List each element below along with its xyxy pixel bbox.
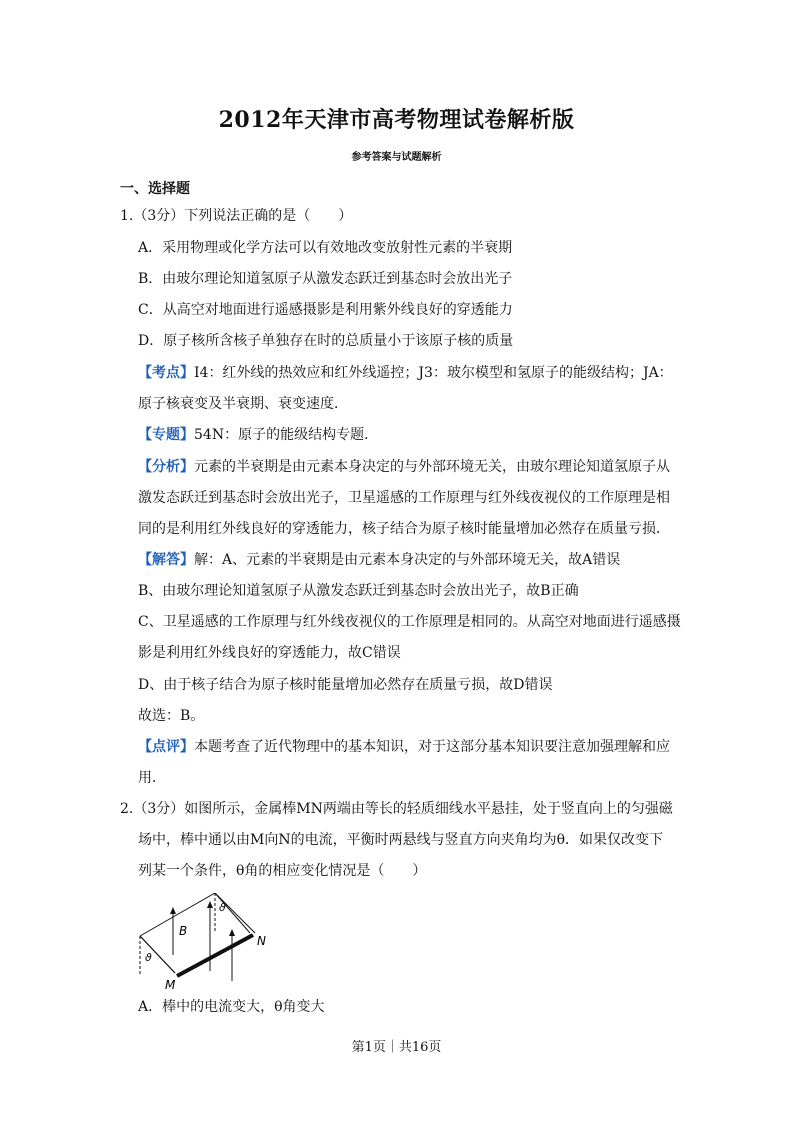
q1-jieda xyxy=(138,551,620,569)
kaodian-tag: 【考点】 xyxy=(138,365,194,381)
page-footer: 第1页｜共16页 xyxy=(351,1040,442,1055)
fenxi-tag: 【分析】 xyxy=(138,459,194,475)
q1-dianping xyxy=(138,738,670,756)
q1-jieda-b: B、由玻尔理论知道氢原子从激发态跃迁到基态时会放出光子，故B正确 xyxy=(138,583,579,599)
angle-label-right: ϑ xyxy=(219,901,226,914)
jieda-tag: 【解答】 xyxy=(138,552,194,568)
jieda-text: 解：A、元素的半衰期是由元素本身决定的与外部环境无关，故A错误 xyxy=(194,552,621,568)
q2-stem: 2.（3分）如图所示，金属棒MN两端由等长的轻质细线水平悬挂，处于竖直向上的匀强磁 xyxy=(120,801,673,817)
q2-stem-cont-1: 场中，棒中通以由M向N的电流，平衡时两悬线与竖直方向夹角均为θ．如果仅改变下 xyxy=(138,832,664,848)
q2-figure xyxy=(135,893,275,993)
q1-option-b: B．由玻尔理论知道氢原子从激发态跃迁到基态时会放出光子 xyxy=(138,271,513,287)
dianping-tag: 【点评】 xyxy=(138,739,194,755)
q1-jieda-c-cont: 影是利用红外线良好的穿透能力，故C错误 xyxy=(138,645,401,661)
page-subtitle: 参考答案与试题解析 xyxy=(351,152,442,163)
q1-fenxi xyxy=(138,458,670,476)
q1-kaodian xyxy=(138,364,673,382)
q1-kaodian-cont: 原子核衰变及半衰期、衰变速度． xyxy=(138,396,348,412)
q1-answer: 故选：B。 xyxy=(138,708,205,724)
q1-dianping-cont: 用． xyxy=(138,770,166,786)
q2-option-a: A．棒中的电流变大，θ角变大 xyxy=(138,999,325,1015)
q1-zhuanti xyxy=(138,426,378,444)
angle-label-left: ϑ xyxy=(145,951,152,964)
rod-end-label-n: N xyxy=(257,934,266,948)
zhuanti-text: 54N：原子的能级结构专题． xyxy=(194,427,379,443)
zhuanti-tag: 【专题】 xyxy=(138,427,194,443)
fenxi-text: 元素的半衰期是由元素本身决定的与外部环境无关，由玻尔理论知道氢原子从 xyxy=(194,459,670,475)
q2-stem-cont-2: 列某一个条件，θ角的相应变化情况是（ ） xyxy=(138,863,427,879)
q1-option-d: D．原子核所含核子单独存在时的总质量小于该原子核的质量 xyxy=(138,333,514,349)
section-heading: 一、选择题 xyxy=(120,181,190,197)
dianping-text: 本题考查了近代物理中的基本知识，对于这部分基本知识要注意加强理解和应 xyxy=(194,739,670,755)
q1-jieda-c: C、卫星遥感的工作原理与红外线夜视仪的工作原理是相同的。从高空对地面进行遥感摄 xyxy=(138,614,681,630)
q1-fenxi-cont-1: 激发态跃迁到基态时会放出光子，卫星遥感的工作原理与红外线夜视仪的工作原理是相 xyxy=(138,490,670,506)
field-label-b: B xyxy=(179,924,188,938)
kaodian-text: I4：红外线的热效应和红外线遥控；J3：玻尔模型和氢原子的能级结构；JA： xyxy=(194,365,673,381)
q1-fenxi-cont-2: 同的是利用红外线良好的穿透能力，核子结合为原子核时能量增加必然存在质量亏损． xyxy=(138,521,670,537)
page-title: 2012年天津市高考物理试卷解析版 xyxy=(218,107,575,133)
rod-end-label-m: M xyxy=(165,978,176,992)
q1-option-c: C．从高空对地面进行遥感摄影是利用紫外线良好的穿透能力 xyxy=(138,302,513,318)
q1-option-a: A．采用物理或化学方法可以有效地改变放射性元素的半衰期 xyxy=(138,240,513,256)
q1-jieda-d: D、由于核子结合为原子核时能量增加必然存在质量亏损，故D错误 xyxy=(138,677,553,693)
q1-stem: 1.（3分）下列说法正确的是（ ） xyxy=(120,208,353,224)
